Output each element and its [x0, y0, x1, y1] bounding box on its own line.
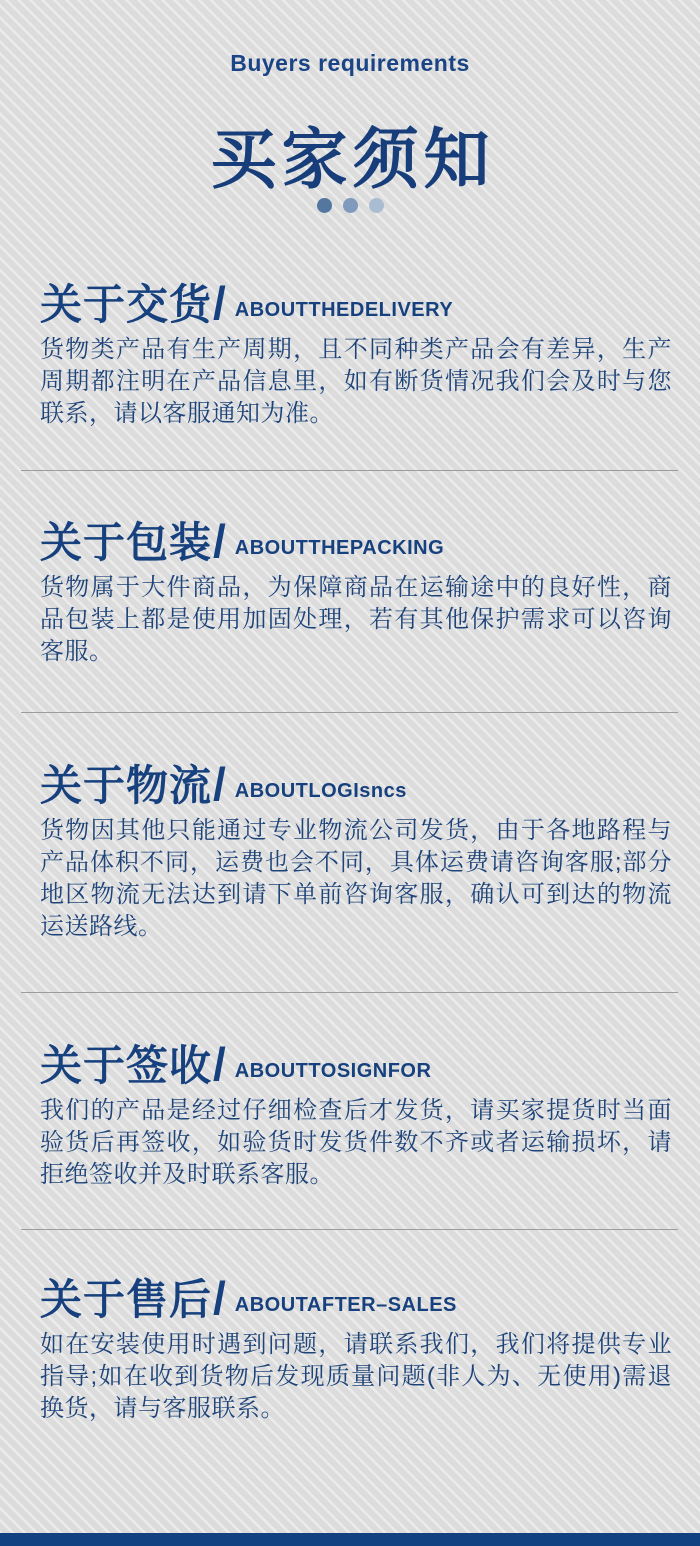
section-body: 如在安装使用时遇到问题，请联系我们，我们将提供专业指导;如在收到货物后发现质量问题(非人为、无使用)需退换货，请与客服联系。: [40, 1331, 672, 1422]
section-divider: [21, 1229, 678, 1230]
section-heading: [40, 1271, 672, 1325]
section-divider: [21, 470, 678, 471]
section-title-cn: 关于交货: [40, 281, 213, 328]
header-eyebrow: Buyers requirements: [230, 50, 470, 76]
dot-icon: [317, 198, 332, 213]
section-after-sales: [40, 1271, 672, 1425]
section-body: 货物类产品有生产周期，且不同种类产品会有差异，生产周期都注明在产品信息里，如有断货情况我们会及时与您联系，请以客服通知为准。: [40, 336, 672, 427]
section-title-en: ABOUTTOSIGNFOR: [234, 1060, 432, 1082]
slash-separator: /: [213, 758, 226, 811]
bottom-accent-bar: [0, 1533, 700, 1546]
section-title-cn: 关于物流: [40, 762, 213, 809]
section-heading: [40, 1037, 672, 1091]
dot-icon: [369, 198, 384, 213]
section-title-cn: 关于包装: [40, 519, 213, 566]
section-title-en: ABOUTLOGIsncs: [234, 780, 407, 802]
section-title-en: ABOUTTHEDELIVERY: [234, 299, 454, 321]
section-title-en: ABOUTTHEPACKING: [234, 537, 445, 559]
section-title-en: ABOUTAFTER–SALES: [234, 1294, 457, 1316]
section-logistics: [40, 757, 672, 943]
section-delivery: [40, 276, 672, 430]
dot-icon: [343, 198, 358, 213]
section-body: 货物属于大件商品，为保障商品在运输途中的良好性，商品包装上都是使用加固处理，若有其他保护需求可以咨询客服。: [40, 574, 672, 665]
section-heading: [40, 276, 672, 330]
section-title-cn: 关于签收: [40, 1042, 213, 1089]
decoration-dots: [0, 198, 700, 213]
section-body: 我们的产品是经过仔细检查后才发货，请买家提货时当面验货后再签收，如验货时发货件数不齐或者运输损坏，请拒绝签收并及时联系客服。: [40, 1097, 672, 1188]
slash-separator: /: [213, 1272, 226, 1325]
slash-separator: /: [213, 277, 226, 330]
slash-separator: /: [213, 1038, 226, 1091]
slash-separator: /: [213, 515, 226, 568]
section-sign-for: [40, 1037, 672, 1191]
section-title-cn: 关于售后: [40, 1276, 213, 1323]
section-packing: [40, 514, 672, 668]
section-heading: [40, 514, 672, 568]
section-divider: [21, 992, 678, 993]
section-heading: [40, 757, 672, 811]
page-title: 买家须知: [210, 122, 495, 197]
section-body: 货物因其他只能通过专业物流公司发货，由于各地路程与产品体积不同，运费也会不同，具体运费请咨询客服;部分地区物流无法达到请下单前咨询客服，确认可到达的物流运送路线。: [40, 817, 672, 940]
section-divider: [21, 712, 678, 713]
